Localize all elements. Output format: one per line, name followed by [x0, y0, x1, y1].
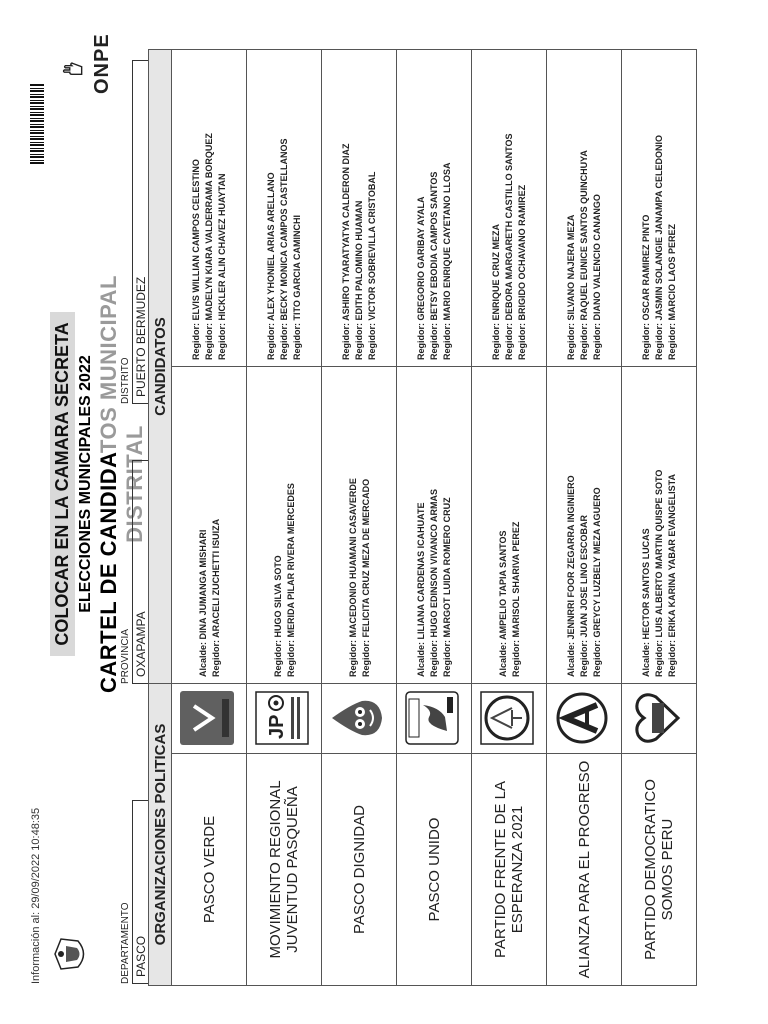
- provincia-label: PROVINCIA: [120, 628, 131, 684]
- info-timestamp: Información al: 29/09/2022 10:48:35: [30, 807, 42, 984]
- candidate-line: Regidor: RAQUEL EUNICE SANTOS QUINCHUYA: [579, 150, 589, 360]
- provincia-value: OXAPAMPA: [132, 460, 150, 684]
- candidate-line: Regidor: JUAN JOSE LINO ESCOBAR: [579, 514, 589, 677]
- candidate-line: Regidor: DIANO VALENCIO CANANGO: [592, 194, 602, 360]
- table-row: [172, 50, 247, 986]
- party-symbol: [247, 684, 322, 754]
- table-row: [547, 50, 622, 986]
- candidate-line: Regidor: GREGORIO GARIBAY AYALA: [416, 196, 426, 360]
- candidate-line: Regidor: BETSY EBODIA CAMPOS SANTOS: [429, 171, 439, 360]
- party-symbol: [172, 684, 247, 754]
- party-symbol: [472, 684, 547, 754]
- candidate-line: Regidor: VICTOR SOBREVILLA CRISTOBAL: [367, 171, 377, 360]
- candidate-line: Regidor: TITO GARCIA CAMINCHI: [292, 215, 302, 360]
- candidate-line: Regidor: MACEDONIO HUAMANI CASAVERDE: [347, 478, 358, 677]
- candidate-column-2: [172, 50, 247, 367]
- candidate-line: Regidor: MARIO ENRIQUE CAYETANO LLOSA: [442, 162, 452, 360]
- location-distrito: [120, 60, 150, 404]
- candidate-line: Regidor: SILVANO NAJERA MEZA: [566, 214, 576, 360]
- candidate-line: Regidor: HUGO SILVA SOTO: [272, 555, 283, 677]
- candidate-line: Regidor: MADELYN KIARA VALDERRAMA BORQUEZ: [204, 133, 214, 360]
- table-header-row: [149, 50, 172, 986]
- table-row: [622, 50, 697, 986]
- barcode: [30, 84, 44, 164]
- party-name: MOVIMIENTO REGIONAL JUVENTUD PASQUEÑA: [247, 754, 322, 986]
- candidate-column-1: [472, 367, 547, 684]
- col-cand-header: CANDIDATOS: [149, 50, 172, 684]
- candidate-line: Regidor: BRIGIDO OCHAVANO RAMIREZ: [517, 184, 527, 360]
- candidate-column-1: [247, 367, 322, 684]
- candidate-line: Regidor: MARGOT LUIDA ROMERO CRUZ: [442, 497, 452, 677]
- candidate-line: Regidor: HUGO EDINSON VIVANCO ARMAS: [429, 488, 439, 677]
- candidate-column-1: [397, 367, 472, 684]
- party-name: PASCO UNIDO: [397, 754, 472, 986]
- distrito-value: PUERTO BERMUDEZ: [132, 60, 150, 404]
- party-symbol: [622, 684, 697, 754]
- party-name: PARTIDO DEMOCRATICO SOMOS PERU: [622, 754, 697, 986]
- app-logo: [553, 689, 611, 747]
- instruction-banner: COLOCAR EN LA CAMARA SECRETA: [50, 312, 75, 655]
- departamento-value: PASCO: [132, 800, 150, 984]
- pasco-verde-logo: [178, 689, 236, 747]
- candidate-line: Regidor: MARCIO LAOS PEREZ: [667, 223, 677, 360]
- party-symbol: [547, 684, 622, 754]
- candidate-line: Regidor: MERIDA PILAR RIVERA MERCEDES: [285, 483, 296, 677]
- candidate-column-1: [322, 367, 397, 684]
- distrito-label: DISTRITO: [120, 357, 131, 404]
- candidate-line: Alcalde: DINA JUMANGA MISHARI: [197, 529, 208, 677]
- departamento-label: DEPARTAMENTO: [120, 902, 131, 984]
- party-name: PARTIDO FRENTE DE LA ESPERANZA 2021: [472, 754, 547, 986]
- candidate-line: Regidor: HICKLER ALIN CHAVEZ HUAYTAN: [217, 173, 227, 360]
- candidate-line: Regidor: ELVIS WILLIAN CAMPOS CELESTINO: [191, 159, 201, 360]
- candidate-column-1: [172, 367, 247, 684]
- shield-icon: [52, 934, 92, 974]
- candidate-line: Regidor: JASMIN SOLANGIE JANAMPA CELEDONIO: [654, 134, 664, 360]
- document-header: [50, 33, 150, 984]
- location-provincia: [120, 460, 150, 684]
- candidate-line: Regidor: FELICITA CRUZ MEZA DE MERCADO: [360, 478, 371, 677]
- table-row: [397, 50, 472, 986]
- candidate-line: Alcalde: HECTOR SANTOS LUCAS: [641, 528, 651, 677]
- candidate-line: Regidor: ALEX YHONIEL ARIAS ARELLANO: [266, 172, 276, 360]
- party-name: PASCO VERDE: [172, 754, 247, 986]
- candidate-column-2: [247, 50, 322, 367]
- table-row: [247, 50, 322, 986]
- col-org-header: ORGANIZACIONES POLITICAS: [149, 684, 172, 986]
- pasco-unido-logo: [403, 689, 461, 747]
- location-departamento: [120, 800, 150, 984]
- candidate-line: Regidor: LUIS ALBERTO MARTIN QUISPE SOTO: [654, 469, 664, 677]
- brand-label: ONPE: [91, 33, 113, 94]
- table-row: [472, 50, 547, 986]
- candidate-column-2: [622, 50, 697, 367]
- candidate-line: Regidor: OSCAR RAMIREZ PINTO: [641, 214, 651, 360]
- table-row: [322, 50, 397, 986]
- candidate-line: Regidor: ARACELI ZUCHETTI ISUIZA: [210, 518, 221, 677]
- pasco-dignidad-logo: [328, 689, 386, 747]
- candidate-column-2: [472, 50, 547, 367]
- party-name: ALIANZA PARA EL PROGRESO: [547, 754, 622, 986]
- candidate-line: Alcalde: JENNRRI FOOR ZEGARRA INGINIERO: [566, 475, 576, 677]
- party-symbol: [322, 684, 397, 754]
- candidate-column-1: [547, 367, 622, 684]
- candidate-line: Regidor: MARISOL SHARIVA PEREZ: [510, 521, 521, 677]
- cartel-title-light: TOS MUNICIPAL DISTRITAL: [96, 275, 147, 543]
- party-symbol: [397, 684, 472, 754]
- svg-text:JP: JP: [265, 714, 288, 739]
- onpe-brand: [60, 33, 114, 94]
- candidate-line: Regidor: BECKY MONICA CAMPOS CASTELLANOS: [279, 138, 289, 360]
- cartel-title-dark: CARTEL DE CANDIDA: [96, 453, 121, 693]
- candidate-column-2: [547, 50, 622, 367]
- candidate-line: Regidor: EDITH PALOMINO HUAMAN: [354, 200, 364, 360]
- jp-logo: [253, 689, 311, 747]
- candidate-column-2: [322, 50, 397, 367]
- candidates-table: [148, 49, 697, 986]
- candidate-line: Regidor: ASHIRO TYARATYATYA CALDERON DIAZ: [341, 143, 351, 360]
- candidate-column-2: [397, 50, 472, 367]
- somos-peru-logo: [628, 689, 686, 747]
- hand-vote-icon: [60, 57, 86, 83]
- candidate-line: Regidor: ERIKA KARINA YABAR EVANGELISTA: [667, 473, 677, 677]
- frente-esperanza-logo: [478, 689, 536, 747]
- candidate-line: Regidor: GREYCY LUZBELY MEZA AGUERO: [592, 487, 602, 677]
- election-title: ELECCIONES MUNICIPALES 2022: [77, 355, 94, 613]
- candidate-line: Alcalde: AMPELIO TAPIA SANTOS: [497, 530, 508, 677]
- candidate-line: Alcalde: LILIANA CARDENAS ICAHUATE: [416, 502, 426, 677]
- candidate-column-1: [622, 367, 697, 684]
- candidate-line: Regidor: ENRIQUE CRUZ MEZA: [491, 224, 501, 360]
- party-name: PASCO DIGNIDAD: [322, 754, 397, 986]
- candidate-line: Regidor: DEBORA MARGARETH CASTILLO SANTOS: [504, 133, 514, 360]
